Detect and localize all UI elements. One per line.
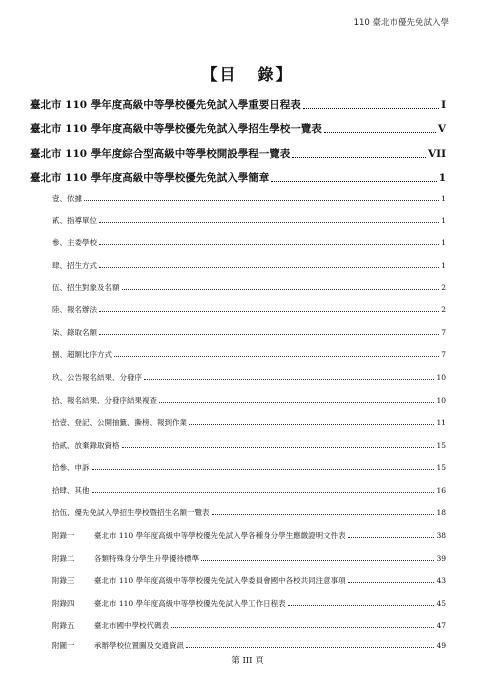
toc-entry-label: 拾貳、放棄錄取資格 [52, 441, 120, 450]
toc-entry-label: 肆、招生方式 [52, 261, 97, 270]
toc-entry-label: 壹、依據 [52, 194, 82, 203]
toc-page-number: 15 [436, 463, 446, 472]
toc-page-number: 1 [441, 194, 446, 203]
dot-leader [122, 447, 435, 448]
dot-leader [348, 537, 435, 538]
toc-major-entry[interactable] [30, 170, 446, 185]
toc-page-number: 38 [436, 531, 446, 540]
title-close-bracket: 】 [275, 65, 294, 84]
toc-page-number: 10 [436, 373, 446, 382]
toc-page-number: 45 [436, 599, 446, 608]
dot-leader [201, 560, 434, 561]
appendix-tag: 附錄三 [52, 576, 75, 585]
appendix-tag: 附圖一 [52, 641, 75, 650]
toc-major-entry[interactable] [30, 121, 446, 136]
toc-page-number: 2 [441, 305, 446, 314]
toc-page-number: 49 [436, 641, 446, 650]
toc-page-number: 39 [436, 554, 446, 563]
toc-entry-label: 臺北市 110 學年度高級中等學校優先免試入學重要日程表 [30, 99, 301, 111]
toc-appendix-entry[interactable] [52, 640, 446, 651]
toc-entry-label: 臺北市 110 學年度高級中等學校優先免試入學工作日程表 [94, 599, 286, 608]
toc-major-entry[interactable] [30, 146, 446, 161]
toc-section-entry[interactable] [52, 462, 446, 473]
appendix-tag: 附錄一 [52, 531, 75, 540]
dot-leader [186, 647, 434, 648]
toc-section-entry[interactable] [52, 237, 446, 248]
toc-page-number: 1 [438, 172, 446, 184]
toc-page-number: 18 [436, 508, 446, 517]
toc-entry-label: 臺北市國中學校代碼表 [94, 621, 169, 630]
toc-page-number: 47 [436, 621, 446, 630]
dot-leader [324, 132, 436, 133]
toc-page-number: 1 [441, 238, 446, 247]
toc-section-entry[interactable] [52, 260, 446, 271]
toc-entry-label: 玖、公告報名結果、分發序 [52, 373, 142, 382]
dot-leader [288, 605, 435, 606]
toc-section-entry[interactable] [52, 215, 446, 226]
toc-page-number: VII [428, 148, 446, 160]
appendix-tag: 附錄四 [52, 599, 75, 608]
dot-leader [144, 379, 434, 380]
appendix-tag: 附錄五 [52, 621, 75, 630]
dot-leader [212, 514, 435, 515]
dot-leader [99, 311, 439, 312]
toc-page-number: 1 [441, 261, 446, 270]
toc-entry-label: 臺北市 110 學年度高級中等學校優先免試入學簡章 [30, 172, 270, 184]
toc-section-entry[interactable] [52, 327, 446, 338]
toc-entry-label: 臺北市 110 學年度高級中等學校優先免試入學委員會國中各校共同注意事項 [94, 576, 346, 585]
appendix-tag: 附錄二 [52, 554, 75, 563]
toc-entry-label: 貳、指導單位 [52, 216, 97, 225]
toc-appendix-entry[interactable] [52, 598, 446, 609]
toc-section-entry[interactable] [52, 349, 446, 360]
toc-entry-label: 參、主委學校 [52, 238, 97, 247]
toc-page-number: 15 [436, 441, 446, 450]
title-char-1: 目 [219, 65, 238, 84]
toc-entry-label: 各類特殊身分學生升學優待標準 [94, 554, 199, 563]
toc-appendix-entry[interactable] [52, 530, 446, 541]
dot-leader [171, 627, 434, 628]
dot-leader [159, 402, 434, 403]
toc-page-number: V [437, 123, 446, 135]
toc-section-entry[interactable] [52, 372, 446, 383]
toc-entry-label: 拾參、申訴 [52, 463, 90, 472]
toc-major-entry[interactable] [30, 97, 446, 112]
dot-leader [99, 267, 439, 268]
dot-leader [99, 334, 439, 335]
toc-section-entry[interactable] [52, 282, 446, 293]
toc-page-number: I [441, 99, 446, 111]
toc-entry-label: 伍、招生對象及名額 [52, 283, 120, 292]
title-open-bracket: 【 [201, 65, 220, 84]
toc-section-entry[interactable] [52, 395, 446, 406]
toc-entry-label: 柒、錄取名額 [52, 328, 97, 337]
toc-appendix-entry[interactable] [52, 553, 446, 564]
toc-appendix-entry[interactable] [52, 575, 446, 586]
running-header: 110 臺北市優先免試入學 [353, 18, 449, 28]
dot-leader [114, 356, 439, 357]
dot-leader [348, 582, 435, 583]
toc-section-entry[interactable] [52, 193, 446, 204]
toc-page-number: 11 [436, 418, 446, 427]
page-footer: 第 III 頁 [231, 656, 264, 666]
toc-section-entry[interactable] [52, 485, 446, 496]
toc-page-number: 16 [436, 486, 446, 495]
toc-appendix-entry[interactable] [52, 620, 446, 631]
title-char-2: 錄 [257, 65, 276, 84]
toc-entry-label: 承辦學校位置圖及交通資訊 [94, 641, 184, 650]
dot-leader [189, 424, 434, 425]
toc-section-entry[interactable] [52, 507, 446, 518]
dot-leader [271, 181, 436, 182]
toc-entry-label: 捌、超額比序方式 [52, 350, 112, 359]
toc-page-number: 7 [441, 350, 446, 359]
toc-page-number: 2 [441, 283, 446, 292]
toc-page-number: 7 [441, 328, 446, 337]
toc-section-entry[interactable] [52, 304, 446, 315]
toc-entry-label: 拾、報名結果、分發序結果複查 [52, 396, 157, 405]
dot-leader [99, 222, 439, 223]
toc-page-number: 10 [436, 396, 446, 405]
dot-leader [122, 289, 440, 290]
toc-entry-label: 拾壹、登記、公開抽籤、撕榜、報到作業 [52, 418, 187, 427]
dot-leader [92, 492, 435, 493]
dot-leader [84, 200, 439, 201]
toc-entry-label: 陸、報名辦法 [52, 305, 97, 314]
dot-leader [92, 469, 435, 470]
dot-leader [99, 244, 439, 245]
toc-section-entry[interactable] [52, 440, 446, 451]
dot-leader [303, 108, 439, 109]
toc-page-number: 43 [436, 576, 446, 585]
toc-title [0, 62, 495, 85]
toc-entry-label: 拾肆、其他 [52, 486, 90, 495]
toc-page-number: 1 [441, 216, 446, 225]
toc-entry-label: 拾伍、優先免試入學招生學校暨招生名額一覽表 [52, 508, 210, 517]
toc-section-entry[interactable] [52, 417, 446, 428]
toc-entry-label: 臺北市 110 學年度高級中等學校優先免試入學各種身分學生應繳證明文件表 [94, 531, 346, 540]
toc-entry-label: 臺北市 110 學年度高級中等學校優先免試入學招生學校一覽表 [30, 123, 322, 135]
dot-leader [292, 157, 426, 158]
toc-entry-label: 臺北市 110 學年度綜合型高級中等學校開設學程一覽表 [30, 148, 291, 160]
